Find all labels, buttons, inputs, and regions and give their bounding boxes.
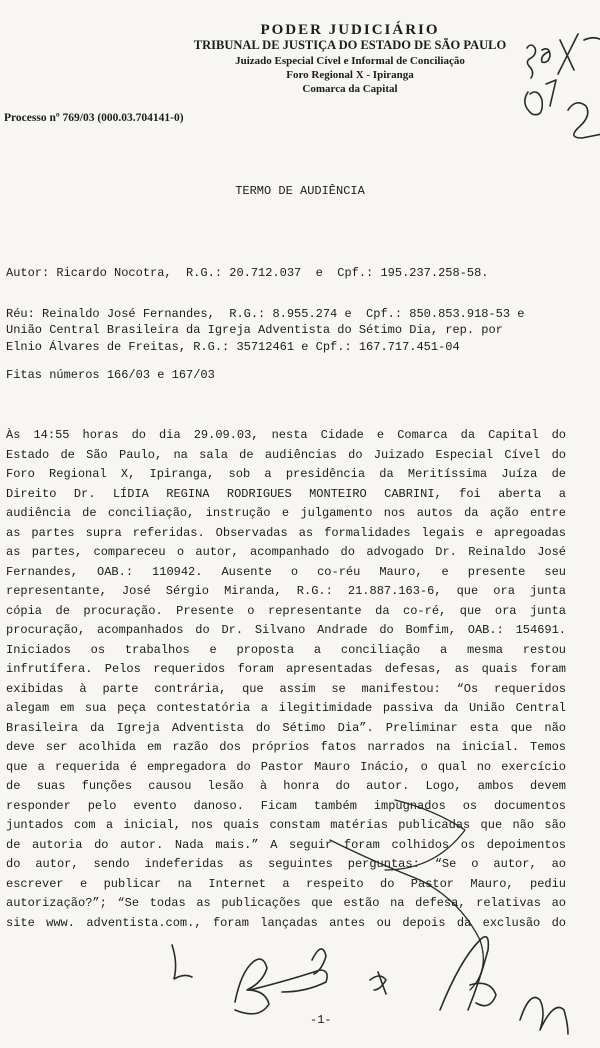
signature-stroke bbox=[470, 983, 496, 1005]
body-line: site www. adventista.com., foram lançadas antes ou depois da exclusão do bbox=[6, 915, 566, 930]
body-line: exibidas à parte contrária, que assim se manifestou: “Os requeridos bbox=[6, 681, 566, 696]
process-number: Processo nº 769/03 (000.03.704141-0) bbox=[4, 112, 184, 124]
header-tribunal: TRIBUNAL DE JUSTIÇA DO ESTADO DE SÃO PAULO bbox=[193, 38, 507, 52]
body-line: responder pelo evento danoso. Ficam também impugnados os documentos bbox=[6, 798, 566, 813]
body-line: as partes, compareceu o autor, acompanhado do advogado Dr. Reinaldo José bbox=[6, 545, 566, 559]
header-comarca: Comarca da Capital bbox=[302, 83, 398, 95]
tapes-numbers: Fitas números 166/03 e 167/03 bbox=[6, 368, 215, 382]
party-reu-line-2: União Central Brasileira da Igreja Adventista do Sétimo Dia, rep. por bbox=[6, 323, 503, 337]
body-line: juntados com a inicial, nos quais constam matérias publicadas que não são bbox=[6, 818, 566, 832]
signature-stroke bbox=[235, 959, 269, 1014]
signature-stroke bbox=[520, 998, 568, 1035]
body-line: cópia de procuração. Presente o representante da co-ré, que ora junta bbox=[6, 603, 566, 618]
body-line: Iniciados os trabalhos e proposta a conciliação a mesma restou bbox=[6, 642, 566, 657]
body-line: deve ser acolhida em razão dos próprios fatos narrados na inicial. Temos bbox=[6, 740, 566, 754]
party-reu-line-1: Réu: Reinaldo José Fernandes, R.G.: 8.955.274 e Cpf.: 850.853.918-53 e bbox=[6, 307, 525, 321]
body-line: Brasileira da Igreja Adventista do Sétimo Dia”. Preliminar esta que não bbox=[6, 720, 566, 735]
body-line: do autor, sendo indeferidas as seguintes perguntas: “Se o autor, ao bbox=[6, 857, 566, 871]
body-line: Estado de São Paulo, na sala de audiências do Juizado Especial Cível do bbox=[6, 447, 566, 462]
body-line: escrever e publicar na Internet a respeito do Pastor Mauro, pediu bbox=[6, 876, 566, 891]
party-autor: Autor: Ricardo Nocotra, R.G.: 20.712.037 e Cpf.: 195.237.258-58. bbox=[6, 266, 489, 280]
signature-stroke bbox=[440, 937, 488, 1010]
body-line: audiência de conciliação, instrução e julgamento nos autos da ação entre bbox=[6, 506, 566, 520]
signature-stroke bbox=[312, 949, 326, 974]
page-number: -1- bbox=[310, 1013, 332, 1027]
party-reu-line-3: Elnio Álvares de Freitas, R.G.: 35712461 e Cpf.: 167.717.451-04 bbox=[6, 340, 460, 354]
body-line: as partes supra referidas. Observadas as formalidades legais e apregoadas bbox=[6, 525, 566, 540]
header-poder-judiciario: PODER JUDICIÁRIO bbox=[260, 22, 440, 38]
body-line: autorização?”; “Se todas as publicações que estão na defesa, relativas ao bbox=[6, 896, 566, 910]
body-line: Às 14:55 horas do dia 29.09.03, nesta Cidade e Comarca da Capital do bbox=[6, 428, 566, 442]
body-line: Direito Dr. LÍDIA REGINA RODRIGUES MONTEIRO CABRINI, foi aberta a bbox=[6, 486, 566, 501]
margin-note-stroke bbox=[568, 103, 600, 138]
body-line: Foro Regional X, Ipiranga, sob a presidência da Meritíssima Juíza de bbox=[6, 467, 566, 481]
signature-stroke bbox=[250, 970, 327, 992]
signature-stroke bbox=[370, 972, 386, 994]
body-line: que a requerida é empregadora do Pastor Mauro Inácio, o qual no exercício bbox=[6, 759, 566, 774]
body-line: procuração, acompanhados do Dr. Silvano Andrade do Bomfim, OAB.: 154691. bbox=[6, 623, 566, 637]
margin-note-stroke bbox=[558, 34, 600, 74]
body-line: infrutífera. Pelos requeridos foram apresentadas defesas, as quais foram bbox=[6, 662, 566, 676]
body-line: alegam em sua peça contestatória a ilegitimidade passiva da União Central bbox=[6, 701, 566, 715]
body-line: de autoria do autor. Nada mais.” A seguir foram colhidos os depoimentos bbox=[6, 837, 566, 852]
signature-stroke bbox=[172, 945, 192, 979]
body-line: Fernandes, OAB.: 110942. Ausente o co-réu Mauro, e presente seu bbox=[6, 564, 566, 579]
margin-note-stroke bbox=[525, 92, 542, 115]
document-title: TERMO DE AUDIÊNCIA bbox=[235, 184, 365, 198]
header-juizado: Juizado Especial Cível e Informal de Conciliação bbox=[235, 55, 465, 67]
hearing-body-text bbox=[6, 426, 566, 933]
header-foro: Foro Regional X - Ipiranga bbox=[286, 69, 414, 81]
body-line: representante, José Sérgio Miranda, R.G.: 21.887.163-6, que ora junta bbox=[6, 584, 566, 598]
body-line: de suas funções causou lesão à honra do autor. Logo, ambos devem bbox=[6, 779, 566, 793]
